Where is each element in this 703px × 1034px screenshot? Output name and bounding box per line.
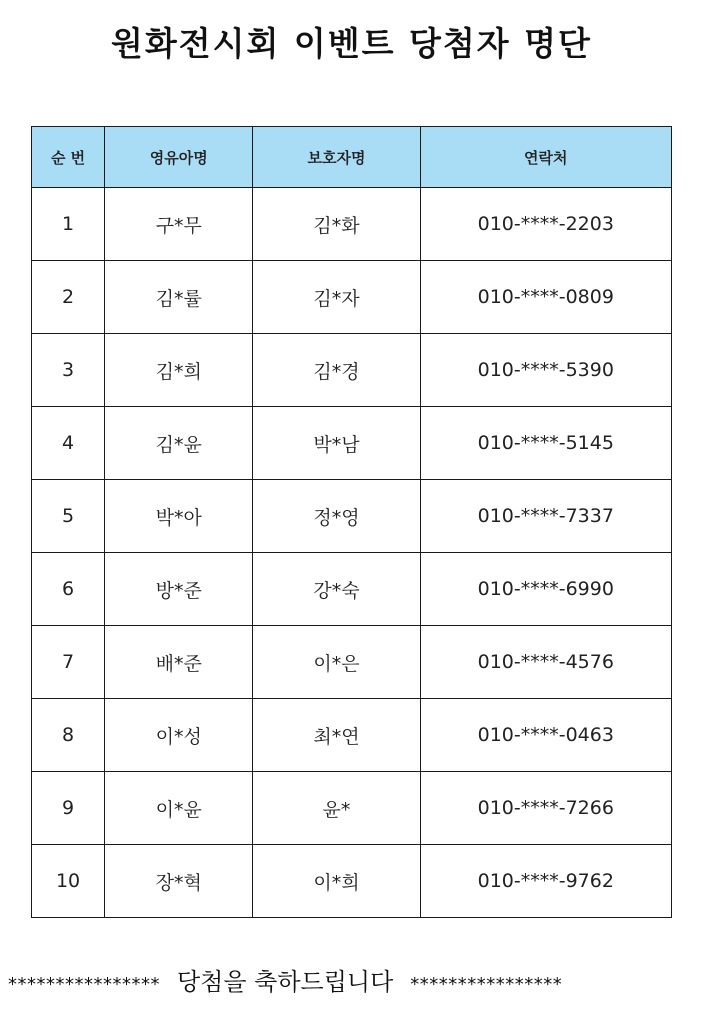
cell-phone: 010-****-4576 [420,626,671,699]
cell-child-name: 구*무 [105,188,253,261]
header-guardian-name: 보호자명 [253,127,420,188]
cell-child-name: 배*준 [105,626,253,699]
cell-phone: 010-****-0463 [420,699,671,772]
cell-child-name: 이*성 [105,699,253,772]
table-row [32,553,672,626]
cell-guardian-name: 강*숙 [253,553,420,626]
table-row [32,188,672,261]
table-row [32,261,672,334]
cell-phone: 010-****-6990 [420,553,671,626]
winners-table [31,126,672,918]
table-row [32,626,672,699]
table-row [32,845,672,918]
cell-guardian-name: 이*희 [253,845,420,918]
cell-no: 6 [32,553,105,626]
cell-no: 9 [32,772,105,845]
cell-no: 7 [32,626,105,699]
cell-phone: 010-****-5145 [420,407,671,480]
cell-child-name: 박*아 [105,480,253,553]
page-title: 원화전시회 이벤트 당첨자 명단 [111,24,592,63]
cell-phone: 010-****-2203 [420,188,671,261]
cell-phone: 010-****-7337 [420,480,671,553]
cell-no: 1 [32,188,105,261]
cell-phone: 010-****-9762 [420,845,671,918]
table-row [32,334,672,407]
footer-message: 당첨을 축하드립니다 [177,968,394,996]
cell-child-name: 장*혁 [105,845,253,918]
footer-stars-left: **************** [8,974,160,995]
table-row [32,772,672,845]
cell-no: 5 [32,480,105,553]
cell-phone: 010-****-5390 [420,334,671,407]
table-row [32,407,672,480]
cell-guardian-name: 김*화 [253,188,420,261]
cell-guardian-name: 김*경 [253,334,420,407]
header-phone: 연락처 [420,127,671,188]
cell-no: 10 [32,845,105,918]
cell-guardian-name: 박*남 [253,407,420,480]
cell-no: 8 [32,699,105,772]
cell-child-name: 김*윤 [105,407,253,480]
cell-child-name: 김*희 [105,334,253,407]
table-row [32,699,672,772]
cell-guardian-name: 김*자 [253,261,420,334]
cell-guardian-name: 윤* [253,772,420,845]
cell-child-name: 이*윤 [105,772,253,845]
cell-no: 2 [32,261,105,334]
footer-stars-right: **************** [410,974,563,995]
header-child-name: 영유아명 [105,127,253,188]
cell-child-name: 방*준 [105,553,253,626]
cell-no: 3 [32,334,105,407]
congratulations-footer [8,962,703,1005]
cell-guardian-name: 이*은 [253,626,420,699]
cell-phone: 010-****-7266 [420,772,671,845]
cell-child-name: 김*률 [105,261,253,334]
header-no: 순 번 [32,127,105,188]
table-row [32,480,672,553]
cell-guardian-name: 정*영 [253,480,420,553]
cell-guardian-name: 최*연 [253,699,420,772]
cell-phone: 010-****-0809 [420,261,671,334]
table-header-row [32,127,672,188]
cell-no: 4 [32,407,105,480]
